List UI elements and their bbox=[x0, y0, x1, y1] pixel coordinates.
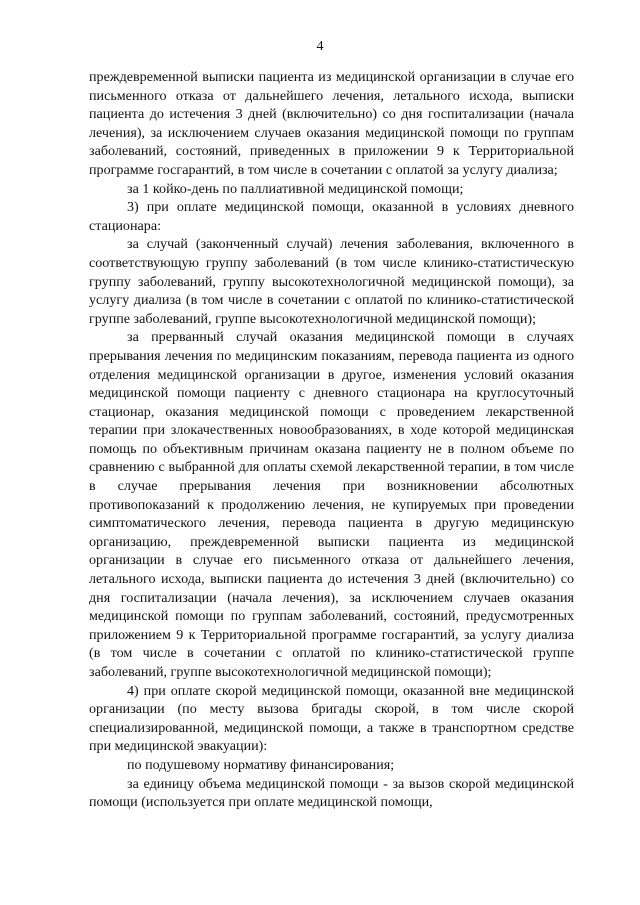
paragraph-per-capita-standard: по подушевому нормативу финансирования; bbox=[127, 756, 395, 773]
page-number: 4 bbox=[316, 39, 324, 54]
paragraph-unit-of-volume: за единицу объема медицинской помощи - за вызов скорой медицинской помощи (используется при оплате медицинской помощи, bbox=[89, 775, 574, 811]
paragraph-interrupted-case: за прерванный случай оказания медицинской помощи в случаях прерывания лечения по медицинским показаниям, перевода пациента из одного отделения медицинской организации в другое, изменения условий оказания медицинской помощи пациенту с дневного стационара на круглосуточный стационар, оказания медицинской помощи с проведением лекарственной терапии при злокачественных новообразованиях, в ходе которой медицинская помощь по объективным причинам оказана пациенту не в полном объеме по сравнению с выбранной для оплаты схемой лекарственной терапии, в том числе в случае прерывания лечения при возникновении абсолютных противопоказаний к продолжению лечения, не купируемых при проведении симптоматического лечения, перевода пациента в другую медицинскую организацию, преждевременной выписки пациента из медицинской организации в случае его письменного отказа от дальнейшего лечения, летального исхода, выписки пациента до истечения 3 дней (включительно) со дня госпитализации (начала лечения), за исключением случаев оказания медицинской помощи по группам заболеваний, состояний, предусмотренных приложением 9 к Территориальной программе госгарантий, за услугу диализа (в том числе в сочетании с оплатой по клинико-статистической группе заболеваний, группе высокотехнологичной медицинской помощи); bbox=[89, 329, 574, 680]
paragraph-palliative-bed-day: за 1 койко-день по паллиативной медицинской помощи; bbox=[127, 180, 464, 197]
paragraph-day-hospital-heading: 3) при оплате медицинской помощи, оказанной в условиях дневного стационара: bbox=[89, 199, 574, 234]
paragraph-completed-case: за случай (законченный случай) лечения заболевания, включенного в соответствующую группу заболеваний (в том числе клинико-статистическую группу заболеваний, группу высокотехнологичной медицинской помощи), за услугу диализа (в том числе в сочетании с оплатой по клинико-статистической группе заболеваний, группе высокотехнологичной медицинской помощи); bbox=[89, 236, 574, 327]
paragraph-ambulance-heading: 4) при оплате скорой медицинской помощи, оказанной вне медицинской организации (по месту вызова бригады скорой, в том числе скорой специализированной, медицинской помощи, а также в транспортном средстве при медицинской эвакуации): bbox=[89, 682, 574, 755]
document-body bbox=[89, 68, 574, 812]
paragraph-continuation: преждевременной выписки пациента из медицинской организации в случае его письменного отказа от дальнейшего лечения, летального исхода, выписки пациента до истечения 3 дней (включительно) со дня госпитализации (начала лечения), за исключением случаев оказания медицинской помощи по группам заболеваний, состояний, приведенных в приложении 9 к Территориальной программе госгарантий, в том числе в сочетании с оплатой за услугу диализа; bbox=[89, 69, 574, 178]
